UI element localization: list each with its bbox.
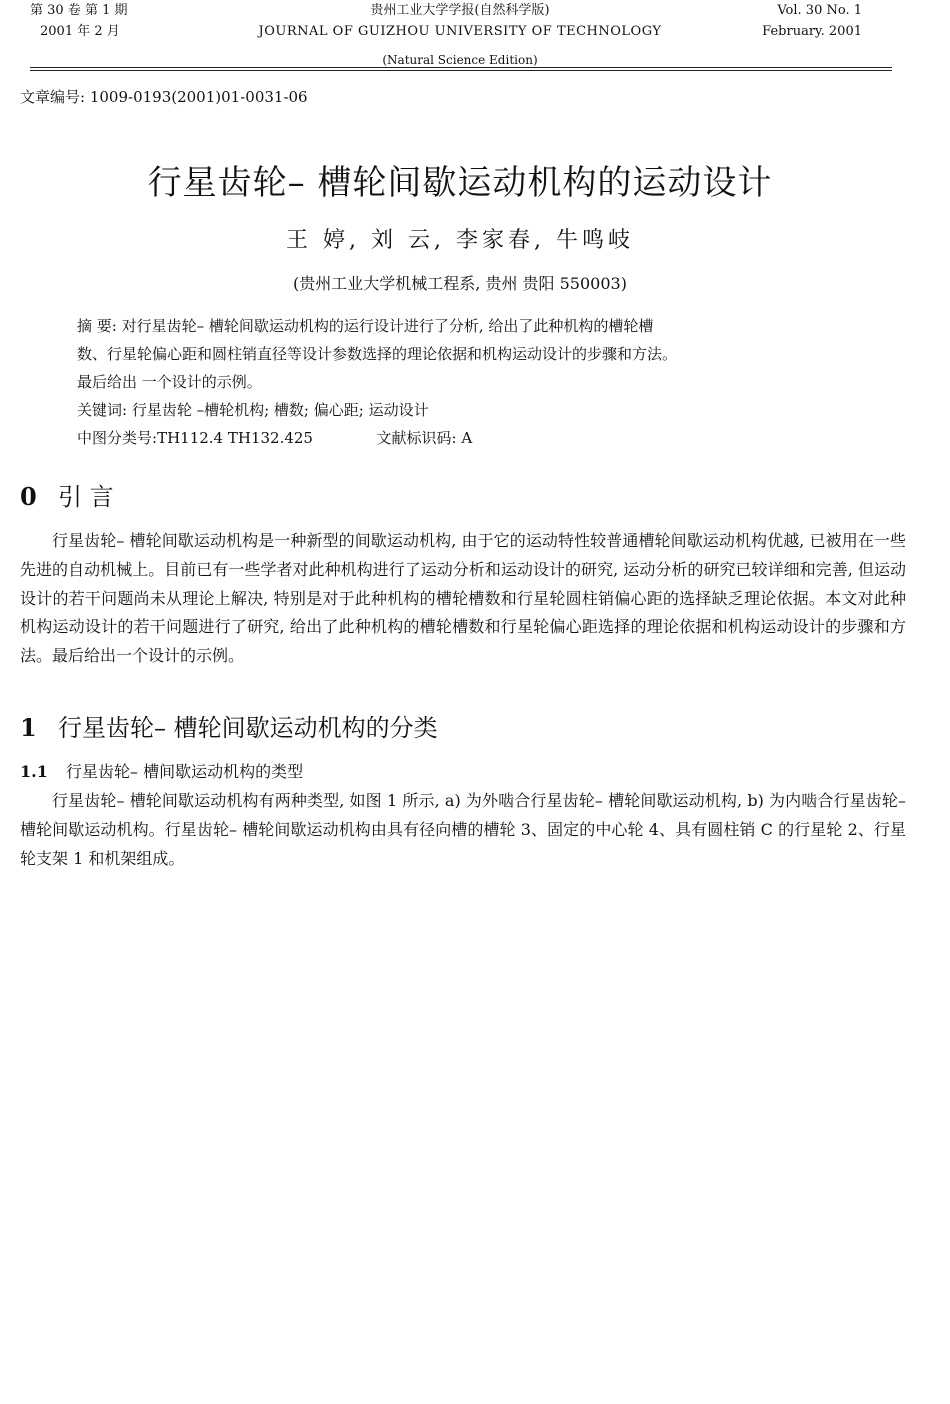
keywords-text: 行星齿轮 –槽轮机构; 槽数; 偏心距; 运动设计 — [131, 401, 429, 419]
section-0-paragraph: 行星齿轮– 槽轮间歇运动机构是一种新型的间歇运动机构, 由于它的运动特性较普通槽轮间歇运动机构优越, 已被用在一些先进的自动机械上。目前已有一些学者对此种机构进行了运动分析和运动设计的研究, 运动分析的研究已较详细和完善, 但运动设计的若干问题尚未从理论上解决, 特别是对于此种机构的槽轮槽数和行星轮圆柱销偏心距的选择缺乏理论依据。本文对此种机构运动设计的若干问题进行了研究, 给出了此种机构的槽轮槽数和行星轮偏心距选择的理论依据和机构运动设计的步骤和方法。最后给出一个设计的示例。 — [20, 531, 906, 666]
header-rule-bottom — [30, 70, 892, 71]
volume-number-en: Vol. 30 No. 1 — [777, 3, 862, 18]
journal-name-en: JOURNAL OF GUIZHOU UNIVERSITY OF TECHNOLOGY — [258, 24, 662, 39]
journal-name-cn: 贵州工业大学学报(自然科学版) — [370, 3, 550, 18]
publication-date-en: February. 2001 — [762, 24, 862, 39]
abstract-block — [77, 312, 877, 452]
section-1-number: 1 — [20, 713, 37, 742]
section-0-title: 引 言 — [58, 483, 114, 511]
abstract-line-3: 最后给出 一个设计的示例。 — [77, 373, 262, 391]
publication-date: 2001 年 2 月 — [40, 24, 120, 39]
subsection-1-1-heading — [20, 760, 303, 784]
doc-code: A — [461, 429, 473, 447]
authors: 王 婷, 刘 云, 李家春, 牛鸣岐 — [286, 228, 634, 253]
section-0-heading — [20, 481, 114, 513]
section-0-number: 0 — [20, 482, 37, 511]
abstract-line-2: 数、行星轮偏心距和圆柱销直径等设计参数选择的理论依据和机构运动设计的步骤和方法。 — [77, 345, 678, 363]
article-number: 文章编号: 1009-0193(2001)01-0031-06 — [20, 88, 308, 106]
abstract-text-1: 对行星齿轮– 槽轮间歇运动机构的运行设计进行了分析, 给出了此种机构的槽轮槽 — [121, 317, 654, 335]
keywords-label: 关键词: — [77, 401, 128, 419]
classification-line — [77, 424, 877, 452]
affiliation: (贵州工业大学机械工程系, 贵州 贵阳 550003) — [293, 274, 627, 293]
volume-issue: 第 30 卷 第 1 期 — [30, 3, 128, 18]
section-1-title: 行星齿轮– 槽轮间歇运动机构的分类 — [58, 714, 438, 742]
section-1-heading — [20, 712, 438, 744]
journal-edition: (Natural Science Edition) — [382, 53, 538, 67]
keywords-line — [77, 396, 877, 424]
classification-codes: TH112.4 TH132.425 — [157, 429, 313, 447]
doc-code-label: 文献标识码: — [376, 429, 457, 447]
classification-label: 中图分类号: — [77, 429, 158, 447]
abstract-label: 摘 要: — [77, 317, 117, 335]
header-rule-top — [30, 67, 892, 68]
paper-title: 行星齿轮– 槽轮间歇运动机构的运动设计 — [147, 163, 773, 203]
subsection-1-1-title: 行星齿轮– 槽间歇运动机构的类型 — [66, 762, 304, 781]
subsection-1-1-number: 1.1 — [20, 762, 48, 781]
section-1-paragraph: 行星齿轮– 槽轮间歇运动机构有两种类型, 如图 1 所示, a) 为外啮合行星齿轮– 槽轮间歇运动机构, b) 为内啮合行星齿轮– 槽轮间歇运动机构。行星齿轮– 槽轮间歇运动机构由具有径向槽的槽轮 3、固定的中心轮 4、具有圆柱销 C 的行星轮 2、行星轮支架 1 和机架组成。 — [20, 791, 906, 868]
abstract-line-1 — [77, 312, 877, 340]
